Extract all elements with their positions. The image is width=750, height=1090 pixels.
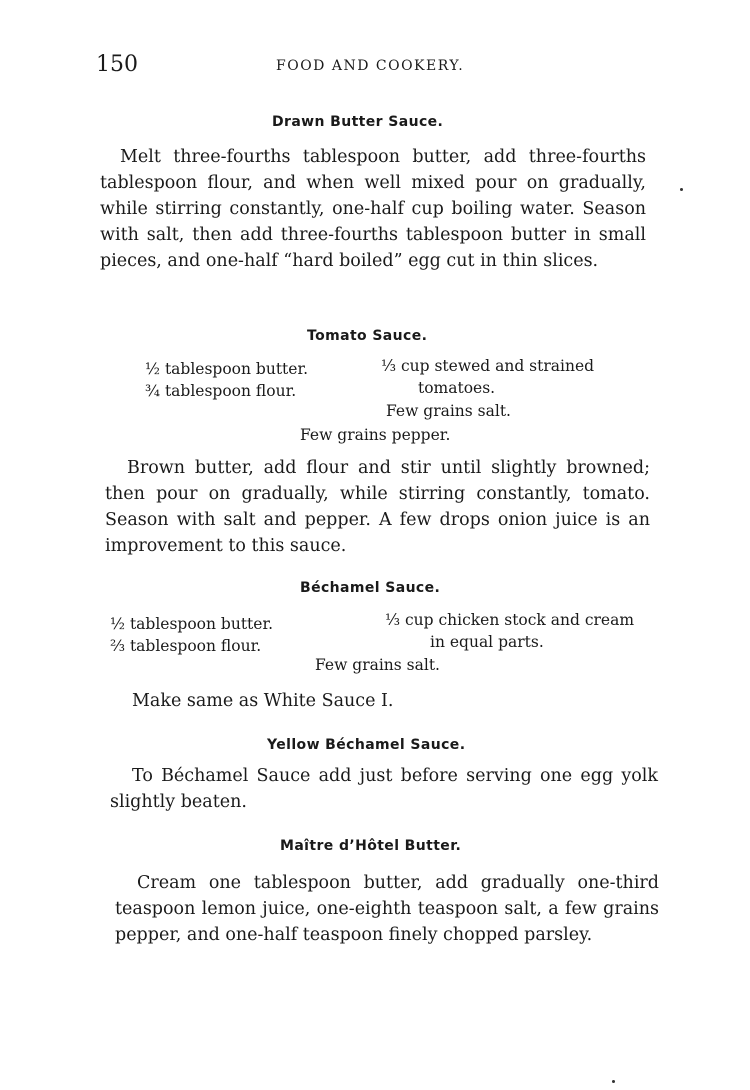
recipe-text-tomato-sauce: Brown butter, add flour and stir until slightly browned; then pour on gradually, while stirring constantly, tomato. Season with salt and pepper. A few drops onion juice is an improvement to this sauce. — [105, 458, 650, 556]
ingredient-item: ½ tablespoon butter. — [145, 360, 309, 378]
ingredient-item: ⅓ cup chicken stock and cream — [385, 611, 635, 629]
page-number: 150 — [96, 52, 138, 77]
recipe-title-drawn-butter-sauce: Drawn Butter Sauce. — [272, 114, 444, 130]
ingredient-item: tomatoes. — [418, 379, 496, 397]
ingredient-item: ⅔ tablespoon flour. — [110, 637, 262, 655]
recipe-text-bechamel-sauce: Make same as White Sauce I. — [132, 691, 394, 711]
ingredient-item: Few grains salt. — [386, 402, 511, 420]
ingredient-item: Few grains salt. — [315, 656, 440, 674]
paper-speck — [612, 1080, 615, 1083]
ingredient-item: ¾ tablespoon flour. — [145, 382, 297, 400]
recipe-title-tomato-sauce: Tomato Sauce. — [307, 328, 428, 344]
running-title: FOOD AND COOKERY. — [276, 58, 465, 74]
recipe-title-bechamel-sauce: Béchamel Sauce. — [300, 580, 441, 596]
recipe-title-maitre-d-hotel-butter: Maître d’Hôtel Butter. — [280, 838, 462, 854]
running-header — [96, 52, 656, 82]
paper-speck — [680, 188, 683, 191]
ingredient-item: ½ tablespoon butter. — [110, 615, 274, 633]
recipe-text-yellow-bechamel-sauce: To Béchamel Sauce add just before serving one egg yolk slightly beaten. — [110, 766, 658, 812]
recipe-title-yellow-bechamel-sauce: Yellow Béchamel Sauce. — [267, 737, 466, 753]
ingredient-item: in equal parts. — [430, 633, 544, 651]
ingredient-item: ⅓ cup stewed and strained — [381, 357, 595, 375]
ingredient-item: Few grains pepper. — [300, 426, 451, 444]
recipe-text-maitre-d-hotel-butter: Cream one tablespoon butter, add gradually one-third teaspoon lemon juice, one-eighth teaspoon salt, a few grains pepper, and one-half teaspoon finely chopped parsley. — [115, 873, 659, 945]
recipe-text-drawn-butter-sauce: Melt three-fourths tablespoon butter, add three-fourths tablespoon flour, and when well mixed pour on gradually, while stirring constantly, one-half cup boiling water. Season with salt, then add three-fourths tablespoon butter in small pieces, and one-half “hard boiled” egg cut in thin slices. — [100, 147, 646, 271]
